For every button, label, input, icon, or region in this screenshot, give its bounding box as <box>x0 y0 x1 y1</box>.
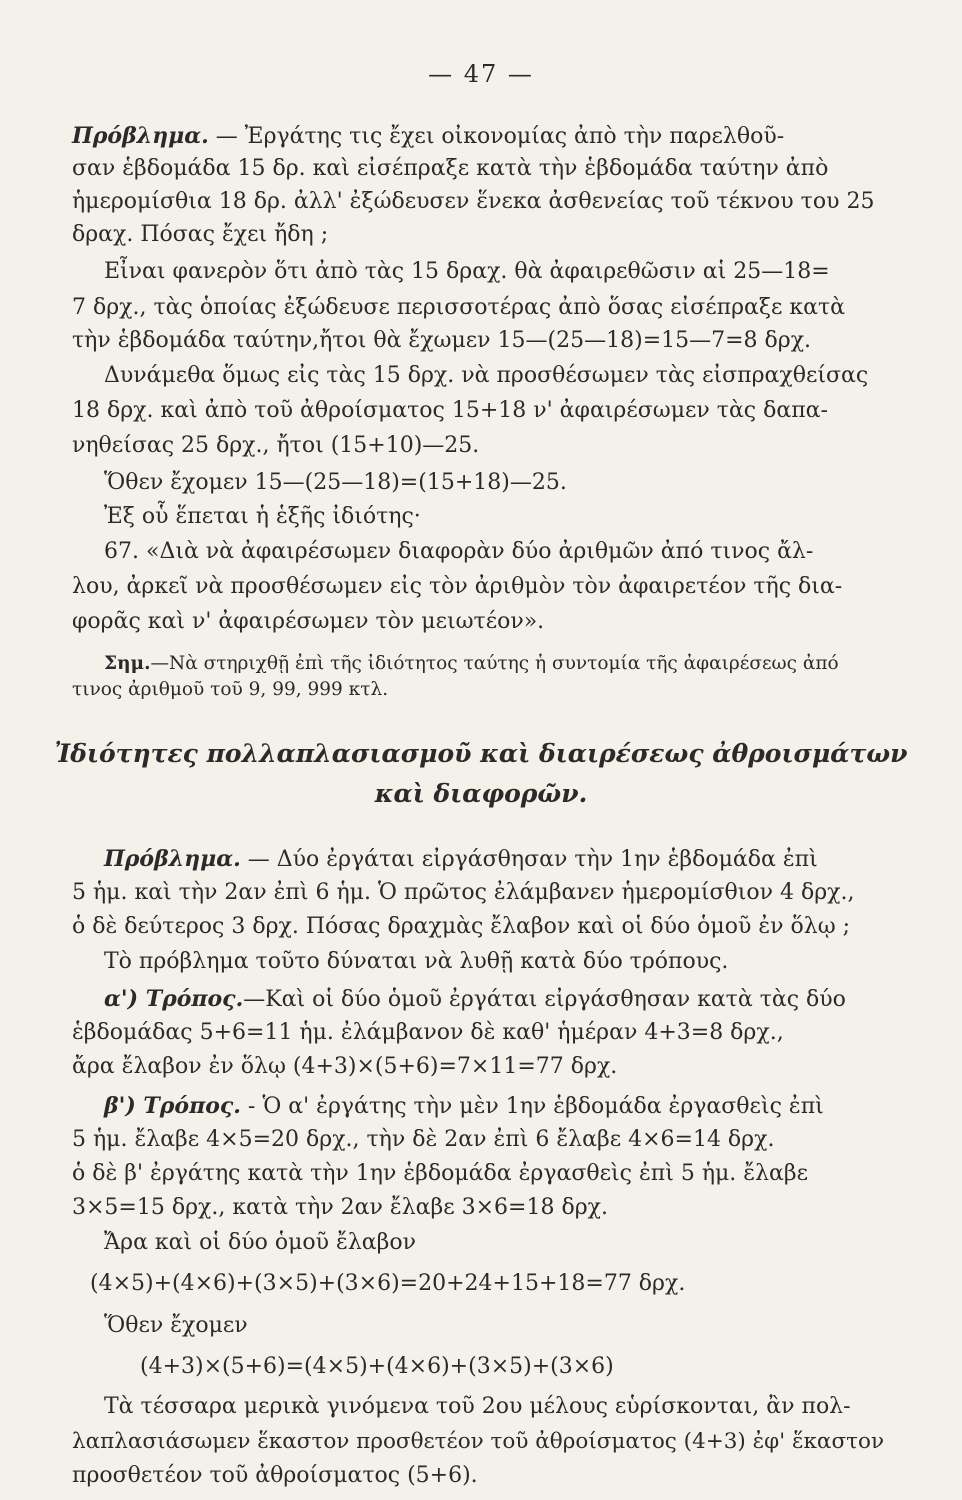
rule-line: 67. «Διὰ νὰ ἀφαιρέσωμεν διαφορὰν δύο ἀριθμῶν ἀπό τινος ἄλ- <box>104 539 814 564</box>
text-line: ἑβδομάδας 5+6=11 ἡμ. ἐλάμβανον δὲ καθ' ἡμέραν 4+3=8 δρχ., <box>72 1020 784 1045</box>
text-line: Τὰ τέσσαρα μερικὰ γινόμενα τοῦ 2ου μέλους εὑρίσκονται, ἂν πολ- <box>104 1394 851 1419</box>
text-line: Πρόβλημα. — Δύο ἐργάται εἰργάσθησαν τὴν 1ην ἑβδομάδα ἐπὶ <box>104 846 818 872</box>
equation-line: (4×5)+(4×6)+(3×5)+(3×6)=20+24+15+18=77 δρχ. <box>90 1271 686 1296</box>
text-line: Πρόβλημα. — Ἐργάτης τις ἔχει οἰκονομίας ἀπὸ τὴν παρελθοῦ- <box>72 123 785 149</box>
text-line: ἄρα ἔλαβον ἐν ὅλῳ (4+3)×(5+6)=7×11=77 δρχ. <box>72 1054 618 1079</box>
text-line: Τὸ πρόβλημα τοῦτο δύναται νὰ λυθῇ κατὰ δύο τρόπους. <box>104 949 729 974</box>
text-line: 7 δρχ., τὰς ὁποίας ἐξώδευσε περισσοτέρας ἀπὸ ὅσας εἰσέπραξε κατὰ <box>72 295 846 320</box>
text-line: Ἐξ οὗ ἕπεται ἡ ἑξῆς ἰδιότης· <box>104 504 421 529</box>
text-line: 5 ἡμ. ἔλαβε 4×5=20 δρχ., τὴν δὲ 2αν ἐπὶ 6 ἔλαβε 4×6=14 δρχ. <box>72 1127 775 1152</box>
text-line: τὴν ἑβδομάδα ταύτην,ἤτοι θὰ ἔχωμεν 15—(25—18)=15—7=8 δρχ. <box>72 328 812 353</box>
text-line: Ὅθεν ἔχομεν 15—(25—18)=(15+18)—25. <box>104 470 567 495</box>
text-line: δραχ. Πόσας ἔχει ἤδη ; <box>72 222 329 247</box>
way-label: α') Τρόπος. <box>104 986 244 1012</box>
text-line: Ἄρα καὶ οἱ δύο ὁμοῦ ἔλαβον <box>104 1230 416 1255</box>
text-line: λαπλασιάσωμεν ἕκαστον προσθετέον τοῦ ἀθροίσματος (4+3) ἐφ' ἕκαστον <box>72 1429 885 1454</box>
text-line: α') Τρόπος.—Καὶ οἱ δύο ὁμοῦ ἐργάται εἰργάσθησαν κατὰ τὰς δύο <box>104 986 846 1012</box>
text-line: νηθείσας 25 δρχ., ἤτοι (15+10)—25. <box>72 433 480 458</box>
text-line: β') Τρόπος. - Ὁ α' ἐργάτης τὴν μὲν 1ην ἑβδομάδα ἐργασθεὶς ἐπὶ <box>104 1093 824 1119</box>
text-line: προσθετέον τοῦ ἀθροίσματος (5+6). <box>72 1463 478 1488</box>
text-line: 18 δρχ. καὶ ἀπὸ τοῦ ἀθροίσματος 15+18 ν' ἀφαιρέσωμεν τὰς δαπα- <box>72 398 828 423</box>
text-line: ὁ δὲ β' ἐργάτης κατὰ τὴν 1ην ἑβδομάδα ἐργασθεὶς ἐπὶ 5 ἡμ. ἔλαβε <box>72 1161 809 1186</box>
text-line: 5 ἡμ. καὶ τὴν 2αν ἐπὶ 6 ἡμ. Ὁ πρῶτος ἐλάμβανεν ἡμερομίσθιον 4 δρχ., <box>72 880 855 905</box>
page-number: — 47 — <box>428 60 534 88</box>
rule-line: λου, ἀρκεῖ νὰ προσθέσωμεν εἰς τὸν ἀριθμὸν τὸν ἀφαιρετέον τῆς δια- <box>72 574 843 599</box>
note-label: Σημ. <box>104 653 151 674</box>
note-line: Σημ.—Νὰ στηριχθῇ ἐπὶ τῆς ἰδιότητος ταύτης ἡ συντομία τῆς ἀφαιρέσεως ἀπό <box>104 653 839 674</box>
note-line: τινος ἀριθμοῦ τοῦ 9, 99, 999 κτλ. <box>72 679 389 700</box>
text-line: 3×5=15 δρχ., κατὰ τὴν 2αν ἔλαβε 3×6=18 δρχ. <box>72 1195 608 1220</box>
text-line: ὁ δὲ δεύτερος 3 δρχ. Πόσας δραχμὰς ἔλαβον καὶ οἱ δύο ὁμοῦ ἐν ὅλῳ ; <box>72 914 851 939</box>
text-line: Ὅθεν ἔχομεν <box>104 1313 248 1338</box>
text-line: Δυνάμεθα ὅμως εἰς τὰς 15 δρχ. νὰ προσθέσωμεν τὰς εἰσπραχθείσας <box>104 363 869 388</box>
text-line: σαν ἑβδομάδα 15 δρ. καὶ εἰσέπραξε κατὰ τὴν ἑβδομάδα ταύτην ἀπὸ <box>72 156 829 181</box>
section-heading: Ἰδιότητες πολλαπλασιασμοῦ καὶ διαιρέσεως ἀθροισμάτων <box>54 739 908 768</box>
rule-line: φορᾶς καὶ ν' ἀφαιρέσωμεν τὸν μειωτέον». <box>72 609 545 634</box>
problem-label: Πρόβλημα. <box>72 123 209 149</box>
section-heading: καὶ διαφορῶν. <box>374 779 588 808</box>
way-label: β') Τρόπος. <box>104 1093 241 1119</box>
text-line: ἡμερομίσθια 18 δρ. ἀλλ' ἐξώδευσεν ἕνεκα ἀσθενείας τοῦ τέκνου του 25 <box>72 189 875 214</box>
equation-line: (4+3)×(5+6)=(4×5)+(4×6)+(3×5)+(3×6) <box>140 1354 614 1379</box>
problem-label: Πρόβλημα. <box>104 846 241 872</box>
text-line: Εἶναι φανερὸν ὅτι ἀπὸ τὰς 15 δραχ. θὰ ἀφαιρεθῶσιν αἱ 25—18= <box>104 259 830 284</box>
